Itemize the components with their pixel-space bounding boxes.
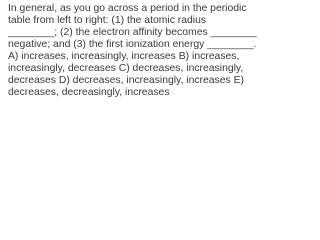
question-block bbox=[0, 0, 261, 98]
question-text: In general, as you go across a period in the periodic table from left to right: (1) the atomic radius ________; (2) the electron affinity becomes ________ negative; and (3) the first ionization energy ________. A) increases, increasingly, increases B) increases, increasingly, decreases C) decreases, increasingly, decreases D) decreases, increasingly, increases E) decreases, decreasingly, increases bbox=[8, 3, 257, 98]
